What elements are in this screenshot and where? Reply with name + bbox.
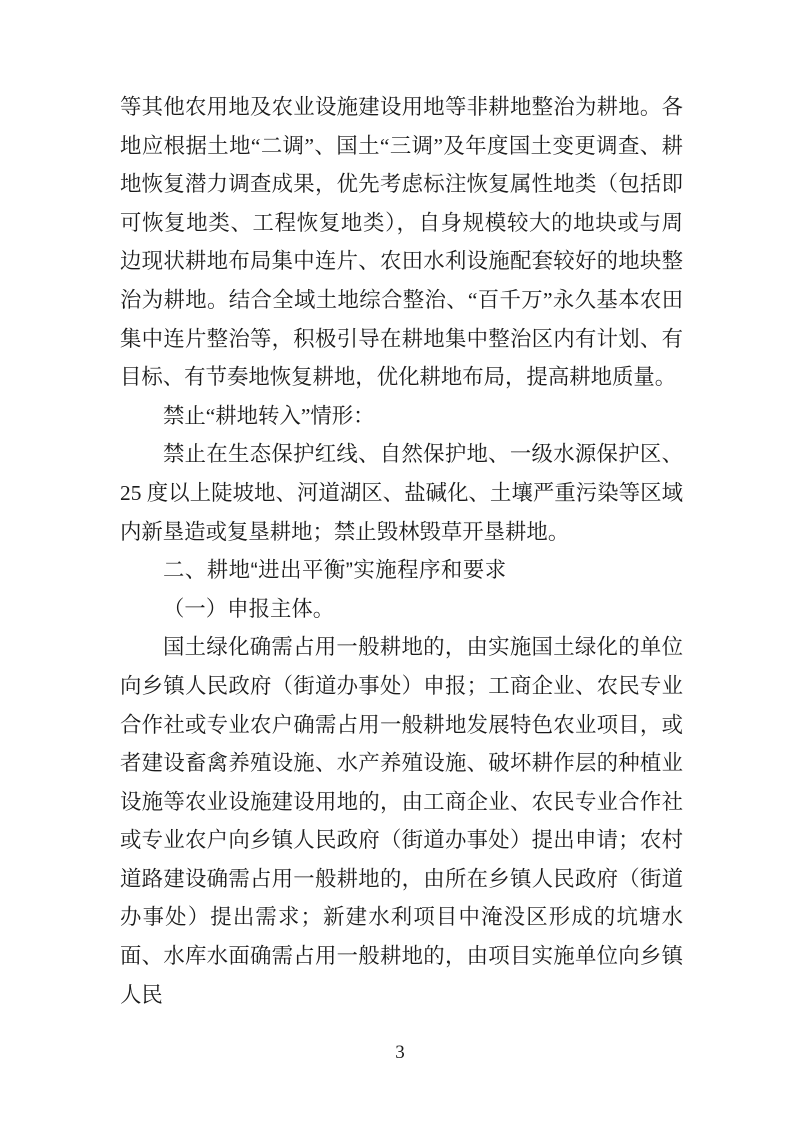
paragraph-continuation: 等其他农用地及农业设施建设用地等非耕地整治为耕地。各地应根据土地“二调”、国土“三调”及年度国土变更调查、耕地恢复潜力调查成果，优先考虑标注恢复属性地类（包括即可恢复地类、工程恢复地类），自身规模较大的地块或与周边现状耕地布局集中连片、农田水利设施配套较好的地块整治为耕地。结合全域土地综合整治、“百千万”永久基本农田集中连片整治等，积极引导在耕地集中整治区内有计划、有目标、有节奏地恢复耕地，优化耕地布局，提高耕地质量。 bbox=[120, 95, 683, 390]
paragraph-application-subjects: 国土绿化确需占用一般耕地的，由实施国土绿化的单位向乡镇人民政府（街道办事处）申报；工商企业、农民专业合作社或专业农户确需占用一般耕地发展特色农业项目，或者建设畜禽养殖设施、水产养殖设施、破坏耕作层的种植业设施等农业设施建设用地的，由工商企业、农民专业合作社或专业农户向乡镇人民政府（街道办事处）提出申请；农村道路建设确需占用一般耕地的，由所在乡镇人民政府（街道办事处）提出需求；新建水利项目中淹没区形成的坑塘水面、水库水面确需占用一般耕地的，由项目实施单位向乡镇人民 bbox=[120, 635, 683, 1007]
heading-section-two: 二、耕地“进出平衡”实施程序和要求 bbox=[163, 558, 507, 583]
heading-subsection-one: （一）申报主体。 bbox=[163, 596, 335, 621]
heading-prohibited-transfer-in: 禁止“耕地转入”情形： bbox=[163, 403, 375, 428]
page-content bbox=[120, 88, 683, 1014]
page-number: 3 bbox=[395, 1042, 405, 1063]
paragraph-prohibited-areas: 禁止在生态保护红线、自然保护地、一级水源保护区、25 度以上陡坡地、河道湖区、盐碱化、土壤严重污染等区域内新垦造或复垦耕地；禁止毁林毁草开垦耕地。 bbox=[120, 442, 683, 544]
